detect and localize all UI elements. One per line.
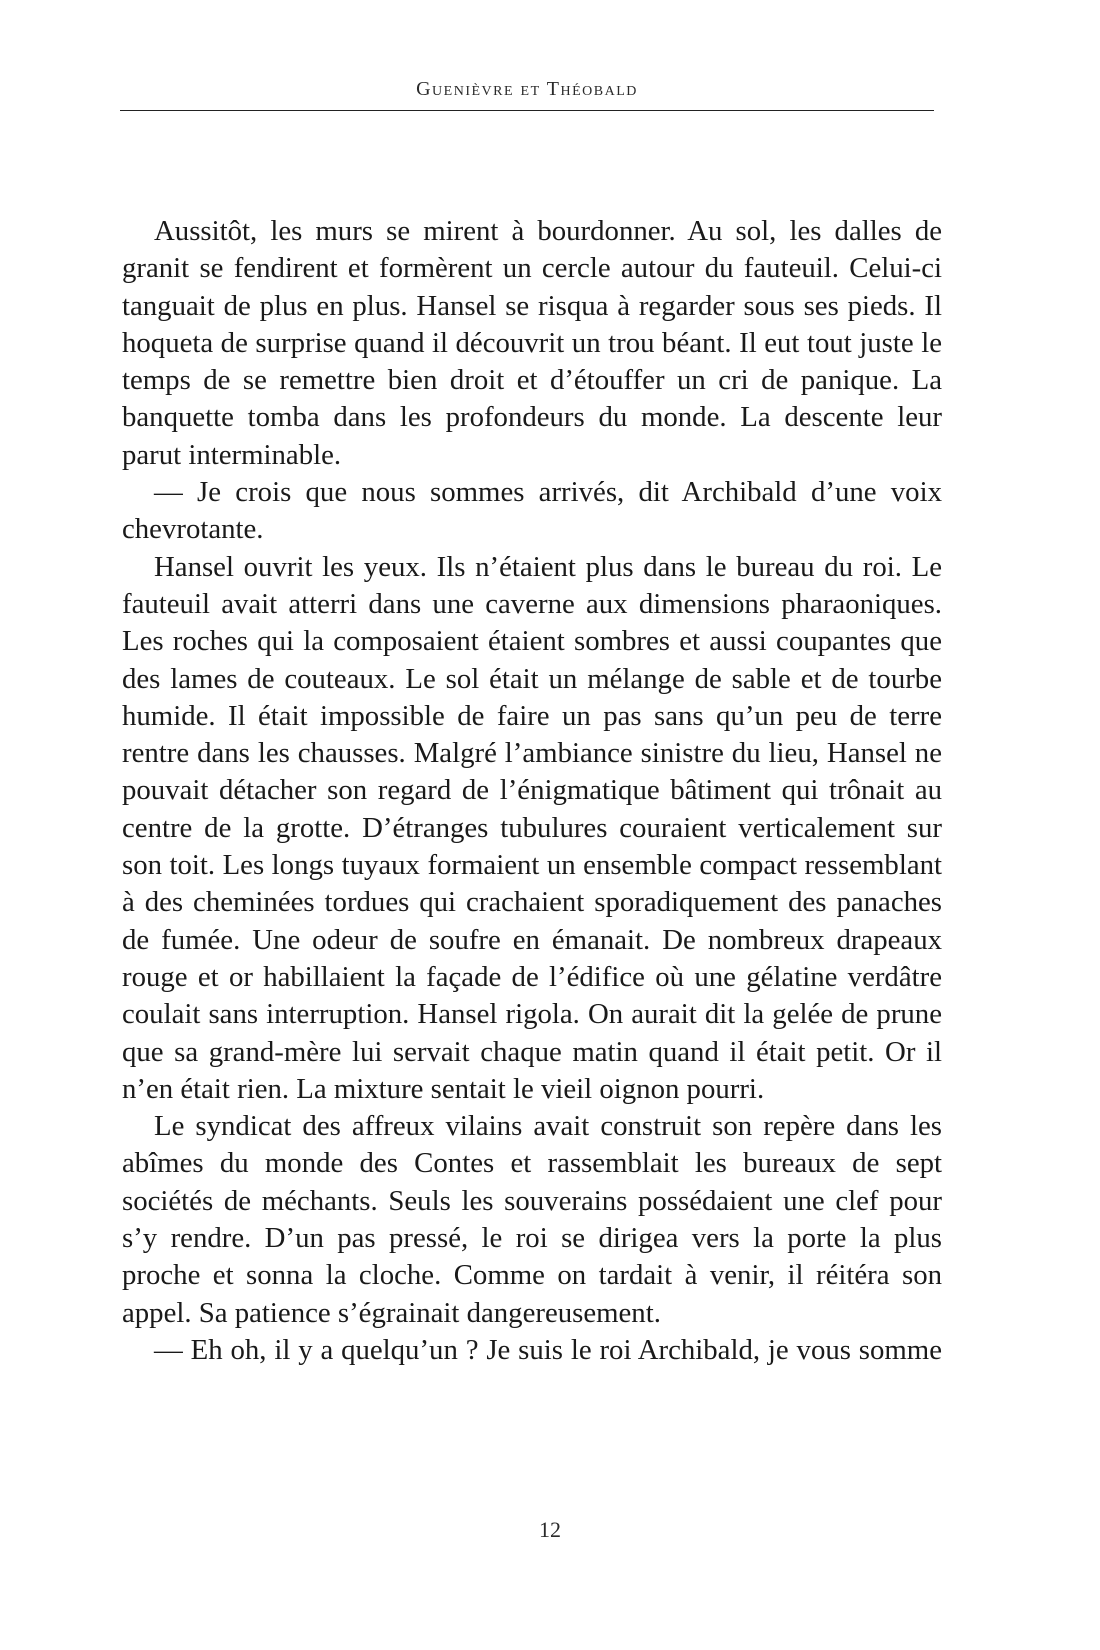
paragraph: Le syndicat des affreux vilains avait construit son repère dans les abîmes du monde des Contes et rassemblait les bureaux de sept sociétés de méchants. Seuls les souverains possédaient une clef pour s’y rendre. D’un pas pressé, le roi se dirigea vers la porte la plus proche et sonna la cloche. Comme on tardait à venir, il réitéra son appel. Sa patience s’égrainait dangereusement. [122, 1110, 942, 1329]
paragraph: Hansel ouvrit les yeux. Ils n’étaient plus dans le bureau du roi. Le fauteuil avait atterri dans une caverne aux dimensions pharaoniques. Les roches qui la composaient étaient sombres et aussi coupantes que des lames de couteaux. Le sol était un mélange de sable et de tourbe humide. Il était impossible de faire un pas sans qu’un peu de terre rentre dans les chausses. Malgré l’ambiance sinistre du lieu, Hansel ne pouvait détacher son regard de l’énigmatique bâtiment qui trônait au centre de la grotte. D’étranges tubulures couraient verticalement sur son toit. Les longs tuyaux formaient un ensemble compact ressemblant à des cheminées tordues qui crachaient sporadiquement des panaches de fumée. Une odeur de soufre en émanait. De nombreux drapeaux rouge et or habillaient la façade de l’édifice où une gélatine verdâtre coulait sans interruption. Hansel rigola. On aurait dit la gelée de prune que sa grand-mère lui servait chaque matin quand il était petit. Or il n’en était rien. La mixture sentait le vieil oignon pourri. [122, 550, 942, 1105]
body-text [122, 213, 942, 1369]
paragraph: Aussitôt, les murs se mirent à bourdonner. Au sol, les dalles de granit se fendirent et formèrent un cercle autour du fauteuil. Celui-ci tanguait de plus en plus. Hansel se risqua à regarder sous ses pieds. Il hoqueta de surprise quand il découvrit un trou béant. Il eut tout juste le temps de se remettre bien droit et d’étouffer un cri de panique. La banquette tomba dans les profondeurs du monde. La descente leur parut interminable. [122, 215, 942, 471]
paragraph: — Eh oh, il y a quelqu’un ? Je suis le roi Archibald, je vous somme [154, 1333, 942, 1366]
paragraph: — Je crois que nous sommes arrivés, dit Archibald d’une voix chevrotante. [122, 476, 942, 546]
running-head: Guenièvre et Théobald [416, 78, 638, 100]
header-rule [120, 110, 934, 111]
page-number: 12 [539, 1517, 561, 1542]
